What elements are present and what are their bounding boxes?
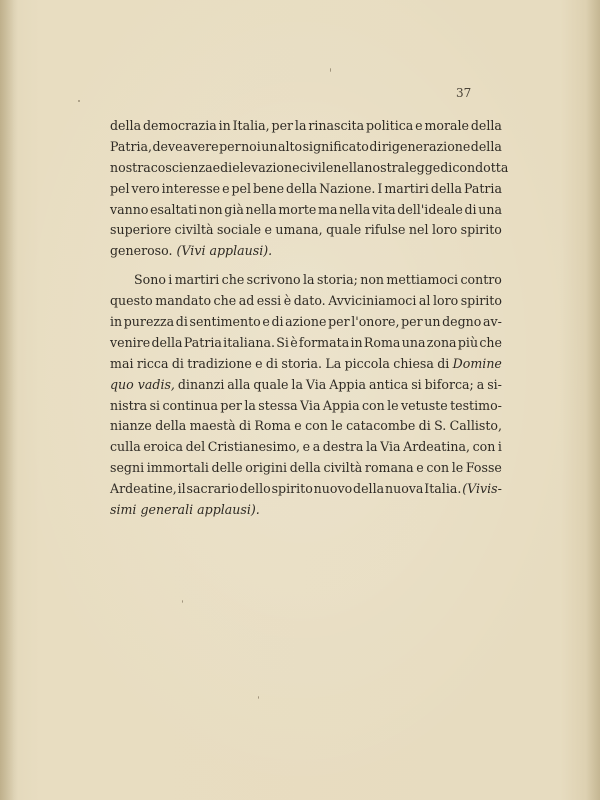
- word: e: [294, 418, 302, 434]
- word: della: [353, 481, 385, 497]
- word: Roma: [254, 418, 291, 434]
- italic-text: (Vivi applausi).: [176, 243, 273, 259]
- text-line: [110, 241, 502, 262]
- word: maestà: [189, 418, 236, 434]
- text-line: [110, 270, 502, 291]
- word: essi: [256, 293, 282, 309]
- word: italiana.: [223, 334, 275, 350]
- word: esaltati: [150, 201, 198, 217]
- text-line: [110, 220, 502, 241]
- word: bene: [253, 180, 285, 196]
- word: vita: [371, 201, 396, 217]
- word: le: [387, 397, 399, 413]
- word: già: [224, 201, 244, 217]
- word: la: [244, 397, 256, 413]
- word: spirito: [460, 222, 502, 238]
- text-line: [110, 158, 509, 179]
- word: elevazione: [232, 159, 300, 175]
- word: av-: [482, 314, 502, 330]
- word: nella: [339, 201, 371, 217]
- italic-text: Domine: [452, 355, 502, 371]
- word: che: [213, 293, 237, 309]
- word: e: [264, 222, 272, 238]
- word: significato: [302, 138, 369, 154]
- word: nella: [245, 201, 277, 217]
- word: la: [291, 376, 303, 392]
- text-line: [110, 437, 502, 458]
- word: al: [418, 293, 431, 309]
- word: la: [303, 272, 315, 288]
- word: nostra: [110, 159, 151, 175]
- word: un: [261, 138, 278, 154]
- page-number: 37: [456, 86, 472, 100]
- word: venire: [110, 334, 151, 350]
- text-line: [110, 396, 502, 417]
- word: chiesa: [393, 355, 434, 371]
- word: e: [262, 314, 270, 330]
- word: tradizione: [187, 355, 252, 371]
- body-text: [110, 116, 509, 521]
- page-edge-shadow: [586, 0, 600, 800]
- word: mandato: [155, 293, 212, 309]
- text-line: [110, 137, 502, 158]
- word: il: [177, 481, 186, 497]
- word: di: [265, 355, 279, 371]
- word: scrivono: [246, 272, 301, 288]
- page-spine-shadow: [0, 0, 18, 800]
- word: vanno: [110, 201, 149, 217]
- word: martiri: [384, 180, 429, 196]
- word: della: [470, 138, 502, 154]
- word: con: [305, 418, 328, 434]
- word: l'onore,: [351, 314, 400, 330]
- word: formata: [298, 334, 350, 350]
- word: delle: [211, 460, 243, 476]
- word: Via: [305, 376, 327, 392]
- word: azione: [285, 314, 327, 330]
- word: e: [415, 118, 423, 133]
- word: della: [151, 334, 183, 350]
- word: Appia: [322, 397, 360, 413]
- word: martiri: [174, 272, 220, 288]
- word: è: [290, 334, 298, 350]
- word: politica: [365, 118, 414, 133]
- word: Appia: [329, 376, 367, 392]
- word: per: [271, 118, 294, 133]
- word: ricca: [136, 355, 169, 371]
- word: eroica: [143, 439, 183, 455]
- word: nella: [333, 159, 365, 175]
- text-line: [110, 375, 502, 396]
- word: di: [437, 355, 450, 371]
- word: sacrario: [186, 481, 239, 497]
- word: pel: [231, 180, 252, 196]
- word: storia;: [316, 272, 358, 288]
- word: stessa: [258, 397, 298, 413]
- word: civiltà: [174, 222, 214, 238]
- word: Italia.: [424, 481, 462, 497]
- word: non: [198, 201, 223, 217]
- word: della: [289, 460, 321, 476]
- word: la: [294, 118, 307, 133]
- word: nuovo: [313, 481, 353, 497]
- word: spirito: [271, 481, 313, 497]
- word: S.: [434, 418, 447, 434]
- word: della: [470, 118, 502, 133]
- word: di: [440, 159, 453, 175]
- word: morale: [424, 118, 469, 133]
- word: immortali: [146, 460, 209, 476]
- text-line: [110, 291, 502, 312]
- word: mai: [110, 355, 134, 371]
- text-line: [110, 200, 502, 221]
- word: di: [369, 138, 382, 154]
- word: Avviciniamoci: [328, 293, 417, 309]
- text-line: [110, 479, 502, 500]
- paper-speck: [182, 600, 183, 603]
- word: della: [155, 418, 187, 434]
- paper-speck: [258, 696, 259, 699]
- word: loro: [432, 293, 459, 309]
- word: a: [476, 376, 485, 392]
- word: dinanzi: [177, 376, 225, 392]
- word: sociale: [216, 222, 262, 238]
- word: si: [411, 376, 422, 392]
- word: antica: [368, 376, 409, 392]
- word: Si: [276, 334, 289, 350]
- word: Ardeatina,: [403, 439, 470, 455]
- text-line: [110, 416, 502, 437]
- word: noi: [241, 138, 261, 154]
- word: Patria: [463, 180, 502, 196]
- text-line: [110, 500, 502, 521]
- word: avere: [183, 138, 219, 154]
- word: più: [457, 334, 479, 350]
- word: piccola: [344, 355, 390, 371]
- word: I: [377, 180, 383, 196]
- word: si: [149, 397, 161, 413]
- word: per: [401, 314, 423, 330]
- word: le: [451, 460, 464, 476]
- word: storia.: [281, 355, 323, 371]
- word: interesse: [161, 180, 221, 196]
- word: sentimento: [189, 314, 261, 330]
- word: Sono: [134, 272, 166, 288]
- word: La: [325, 355, 342, 371]
- word: Patria: [183, 334, 222, 350]
- word: vetuste: [400, 397, 448, 413]
- italic-text: quo vadis,: [110, 376, 175, 392]
- word: e: [212, 159, 221, 175]
- word: biforca;: [424, 376, 474, 392]
- word: e: [302, 439, 311, 455]
- word: destra: [322, 439, 364, 455]
- text-line: [110, 333, 502, 354]
- word: Ardeatine,: [110, 481, 177, 497]
- paragraph-1: [110, 116, 509, 262]
- word: zona: [426, 334, 457, 350]
- word: della: [110, 118, 142, 133]
- word: Nazione.: [319, 180, 376, 196]
- word: Italia,: [232, 118, 270, 133]
- word: rifulse: [364, 222, 406, 238]
- word: condotta: [452, 159, 509, 175]
- word: nel: [408, 222, 429, 238]
- word: con: [426, 460, 450, 476]
- word: loro: [431, 222, 458, 238]
- word: le: [331, 418, 343, 434]
- word: culla: [110, 439, 141, 455]
- word: contro: [460, 272, 502, 288]
- word: nostra: [364, 159, 406, 175]
- text-line: [110, 354, 502, 375]
- word: la: [365, 439, 378, 455]
- word: per: [220, 397, 242, 413]
- word: per: [219, 138, 241, 154]
- paper-speck: [78, 100, 80, 102]
- word: vero: [131, 180, 160, 196]
- word: della: [286, 180, 318, 196]
- word: di: [175, 314, 188, 330]
- word: civiltà: [323, 460, 363, 476]
- word: continua: [162, 397, 219, 413]
- word: pel: [110, 180, 130, 196]
- word: origini: [245, 460, 288, 476]
- word: alla: [227, 376, 251, 392]
- word: quale: [326, 222, 362, 238]
- word: di: [418, 418, 431, 434]
- word: nistra: [110, 397, 148, 413]
- word: di: [271, 314, 284, 330]
- word: civile: [299, 159, 334, 175]
- text-line: [110, 116, 502, 137]
- word: alto: [277, 138, 303, 154]
- word: Via: [380, 439, 401, 455]
- word: deve: [152, 138, 183, 154]
- word: una: [401, 334, 426, 350]
- word: umana,: [275, 222, 323, 238]
- word: degno: [442, 314, 482, 330]
- word: della: [430, 180, 462, 196]
- word: romana: [364, 460, 414, 476]
- word: e: [222, 180, 230, 196]
- word: ma: [318, 201, 338, 217]
- word: di: [220, 159, 233, 175]
- word: ad: [238, 293, 255, 309]
- word: per: [328, 314, 350, 330]
- word: morte: [278, 201, 317, 217]
- word: nianze: [110, 418, 152, 434]
- word: legge: [405, 159, 441, 175]
- word: coscienza: [150, 159, 213, 175]
- word: in: [350, 334, 363, 350]
- word: di: [171, 355, 184, 371]
- word: rigenerazione: [381, 138, 471, 154]
- word: Patria,: [110, 138, 153, 154]
- word: Via: [300, 397, 321, 413]
- text-line: [110, 179, 502, 200]
- word: questo: [110, 293, 153, 309]
- word: non: [360, 272, 385, 288]
- word: di: [464, 201, 477, 217]
- word: si-: [487, 376, 502, 392]
- paper-speck: [330, 68, 331, 72]
- word: i: [168, 272, 173, 288]
- word: quale: [253, 376, 289, 392]
- word: con: [361, 397, 385, 413]
- word: segni: [110, 460, 145, 476]
- word: del: [185, 439, 206, 455]
- text-line: [110, 312, 502, 333]
- word: una: [478, 201, 502, 217]
- word: con: [472, 439, 496, 455]
- word: nuova: [384, 481, 424, 497]
- word: spirito: [460, 293, 502, 309]
- word: testimo-: [450, 397, 502, 413]
- word: Callisto,: [449, 418, 502, 434]
- word: che: [221, 272, 245, 288]
- word: Cristianesimo,: [207, 439, 301, 455]
- italic-text: simi generali applausi).: [110, 502, 260, 518]
- word: dato.: [293, 293, 326, 309]
- word: superiore: [110, 222, 172, 238]
- word: è: [283, 293, 292, 309]
- paragraph-2: [110, 270, 502, 521]
- word: un: [424, 314, 441, 330]
- word: di: [238, 418, 252, 434]
- word: e: [255, 355, 263, 371]
- word: e: [416, 460, 424, 476]
- word: dello: [239, 481, 271, 497]
- word: dell'ideale: [397, 201, 463, 217]
- word: catacombe: [346, 418, 416, 434]
- word: i: [497, 439, 502, 455]
- italic-text: (Vivis-: [462, 481, 502, 497]
- word: Fosse: [465, 460, 502, 476]
- word: democrazia: [142, 118, 217, 133]
- word: rinascita: [308, 118, 365, 133]
- text-line: [110, 458, 502, 479]
- word: mettiamoci: [386, 272, 459, 288]
- word: a: [312, 439, 321, 455]
- word: Roma: [363, 334, 401, 350]
- word: purezza: [123, 314, 175, 330]
- word: generoso.: [110, 243, 173, 259]
- word: che: [479, 334, 502, 350]
- word: in: [110, 314, 123, 330]
- word: in: [218, 118, 231, 133]
